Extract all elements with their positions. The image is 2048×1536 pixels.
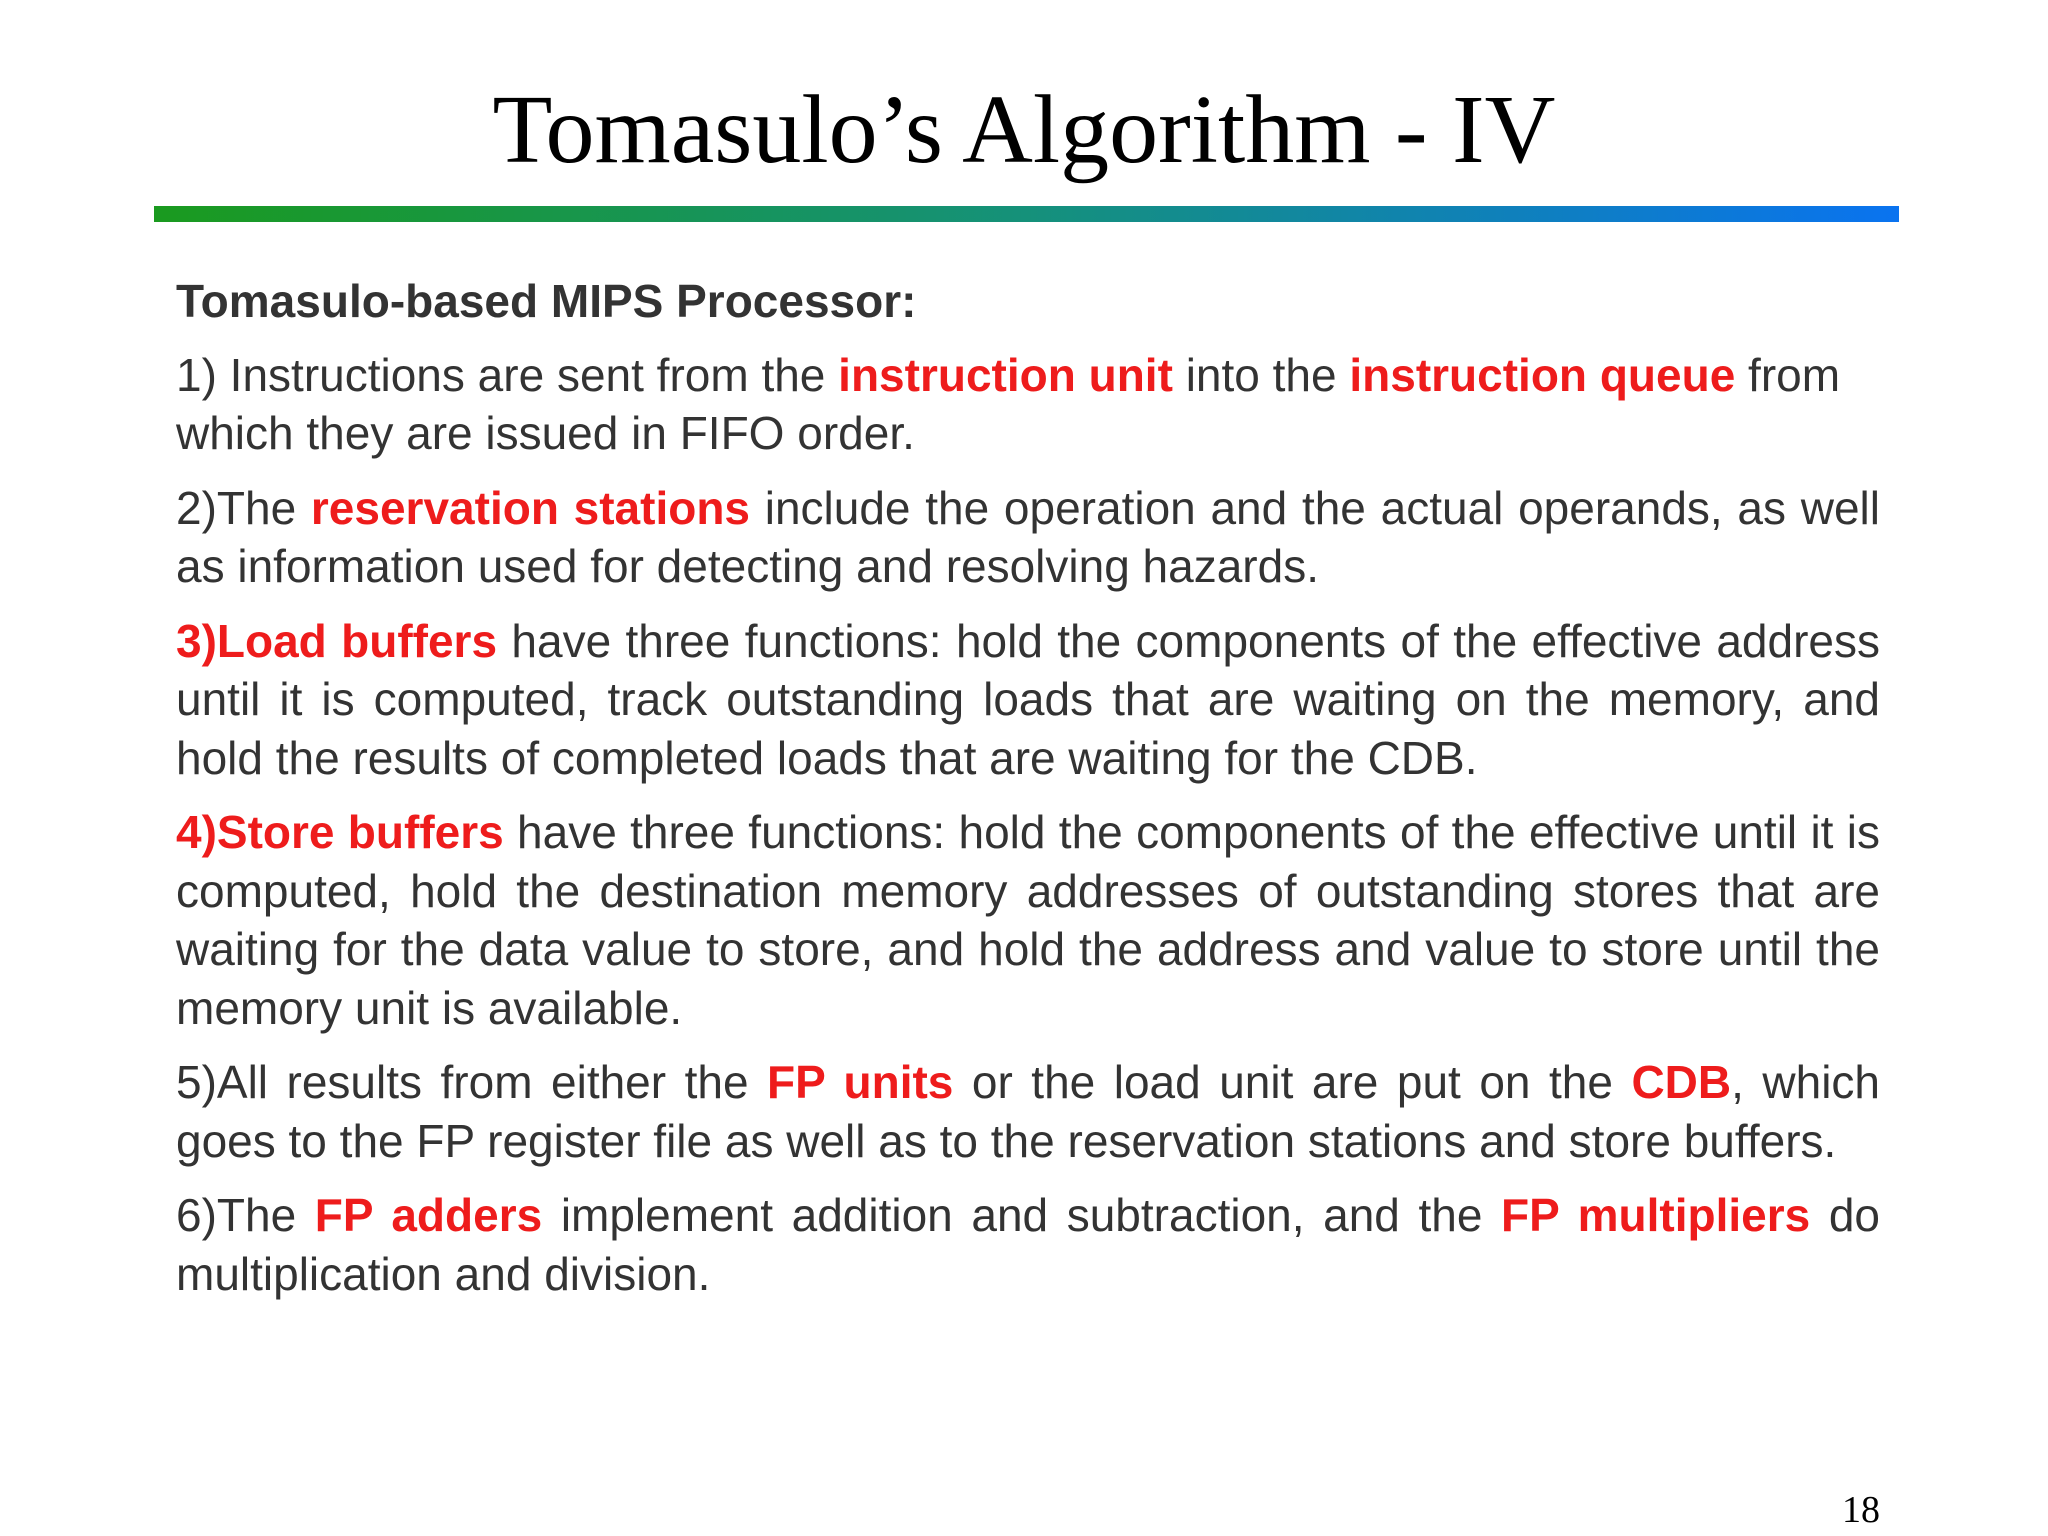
highlight-term: instruction queue xyxy=(1349,348,1736,401)
item-text: do multiplication and division. xyxy=(176,1189,1880,1300)
item-text: have three functions: hold the components of the effective address until it is computed, track outstanding loads that are waiting on the memory, and hold the results of completed loads that are waiting for the CDB. xyxy=(176,614,1880,784)
item-text: 2)The xyxy=(176,481,311,534)
highlight-term: 4)Store buffers xyxy=(176,806,504,858)
item-text: 6)The xyxy=(176,1189,315,1241)
item-text: , which goes to the FP register file as well as to the reservation stations and store buffers. xyxy=(176,1056,1881,1167)
item-text: include the operation and the actual operands, as well as information used for detecting and resolving hazards. xyxy=(176,481,1880,592)
page-number: 18 xyxy=(1842,1489,1880,1531)
list-item-3 xyxy=(176,612,1880,788)
list-item-1 xyxy=(176,346,1880,463)
highlight-term: instruction unit xyxy=(838,348,1173,401)
highlight-term: CDB xyxy=(1631,1056,1732,1108)
title-underline-rule xyxy=(154,206,1899,222)
list-item-2 xyxy=(176,479,1880,596)
list-item-5 xyxy=(176,1053,1880,1170)
list-item-6 xyxy=(176,1186,1880,1303)
slide-title: Tomasulo’s Algorithm - IV xyxy=(492,76,1556,184)
item-text: have three functions: hold the components of the effective until it is computed, hold the destination memory addresses of outstanding stores that are waiting for the data value to store, and hold the address and value to store until the memory unit is available. xyxy=(176,806,1880,1034)
highlight-term: 3)Load buffers xyxy=(176,614,498,667)
item-text: into the xyxy=(1172,348,1350,401)
item-text: from which they are issued in FIFO order. xyxy=(176,348,1841,459)
section-heading: Tomasulo-based MIPS Processor: xyxy=(176,275,917,327)
item-text: implement addition and subtraction, and the xyxy=(542,1189,1502,1241)
highlight-term: FP multipliers xyxy=(1501,1189,1811,1241)
item-text: or the load unit are put on the xyxy=(953,1056,1632,1108)
item-text: 5)All results from either the xyxy=(176,1056,768,1108)
slide-body xyxy=(176,272,1880,1319)
list-item-4 xyxy=(176,803,1880,1037)
item-text: 1) Instructions are sent from the xyxy=(176,348,839,401)
highlight-term: reservation stations xyxy=(310,481,751,534)
highlight-term: FP units xyxy=(767,1056,954,1108)
highlight-term: FP adders xyxy=(314,1189,543,1241)
